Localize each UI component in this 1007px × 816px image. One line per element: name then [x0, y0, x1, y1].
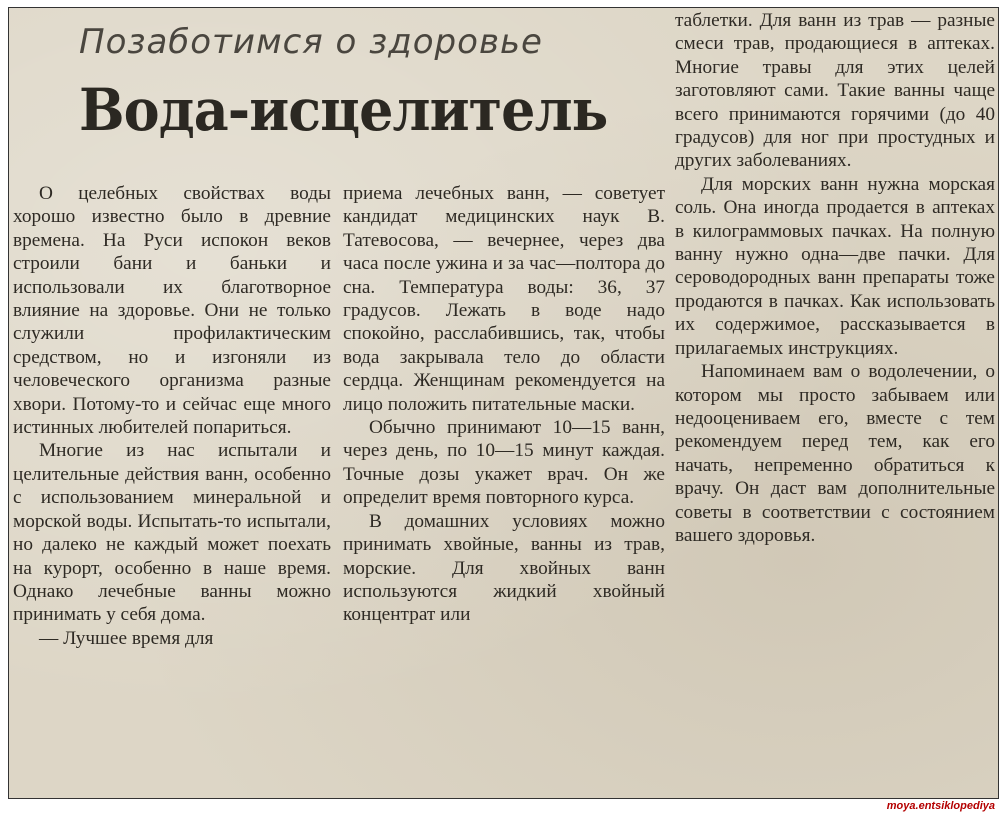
paragraph: Обычно принимают 10—15 ванн, через день, по 10—15 минут каждая. Точные дозы укажет врач. Он же определит время повторного курса. [343, 417, 665, 509]
paragraph: Напоминаем вам о водолечении, о котором мы просто забываем или недооцениваем его, вместе с тем рекомендуем перед тем, как его начать, непременно обратиться к врачу. Он даст вам дополнительные советы в соответствии с состоянием вашего здоровья. [675, 361, 995, 546]
paragraph: приема лечебных ванн, — советует кандидат медицинских наук В. Татевосова, — вечернее, через два часа после ужина и за час—полтора до сна. Температура воды: 36, 37 градусов. Лежать в воде надо спокойно, расслабившись, так, чтобы вода закрывала тело до области сердца. Женщинам рекомендуется на лицо положить питательные маски. [343, 183, 665, 415]
rubric-title: Позаботимся о здоровье [79, 22, 543, 62]
paragraph: Для морских ванн нужна морская соль. Она иногда продается в аптеках в килограммовых пачках. На полную ванну нужно одна—две пачки. Для сероводородных ванн препараты тоже продаются в пачках. Как использовать их содержимое, рассказывается в прилагаемых инструкциях. [675, 173, 995, 359]
paragraph: В домашних условиях можно принимать хвойные, ванны из трав, морские. Для хвойных ванн используются жидкий хвойный концентрат или [343, 510, 665, 626]
source-watermark: moya.entsiklopediya [886, 800, 995, 812]
article-headline: Вода-исцелитель [79, 76, 608, 144]
paragraph: Многие из нас испытали и целительные действия ванн, особенно с использованием минеральной и морской воды. Испытать-то испытали, но далеко не каждый может поехать на курорт, особенно в наше время. Однако лечебные ванны можно принимать у себя дома. [13, 440, 331, 626]
paragraph: таблетки. Для ванн из трав — разные смеси трав, продающиеся в аптеках. Многие травы для этих целей заготовляют сами. Такие ванны чаще всего принимаются горячими (до 40 градусов) для ног при простудных и других заболеваниях. [675, 10, 995, 172]
paragraph: О целебных свойствах воды хорошо известно было в древние времена. На Руси испокон веков строили бани и баньки и использовали их благотворное влияние на здоровье. Они не только служили профилактическим средством, но и изгоняли из человеческого организма разные хвори. Потому-то и сейчас еще много истинных любителей попариться. [13, 183, 331, 439]
text-column-1 [13, 182, 331, 650]
paragraph: — Лучшее время для [39, 627, 214, 649]
newspaper-clipping [8, 7, 999, 799]
text-column-2 [343, 182, 665, 627]
text-column-3 [675, 9, 995, 547]
